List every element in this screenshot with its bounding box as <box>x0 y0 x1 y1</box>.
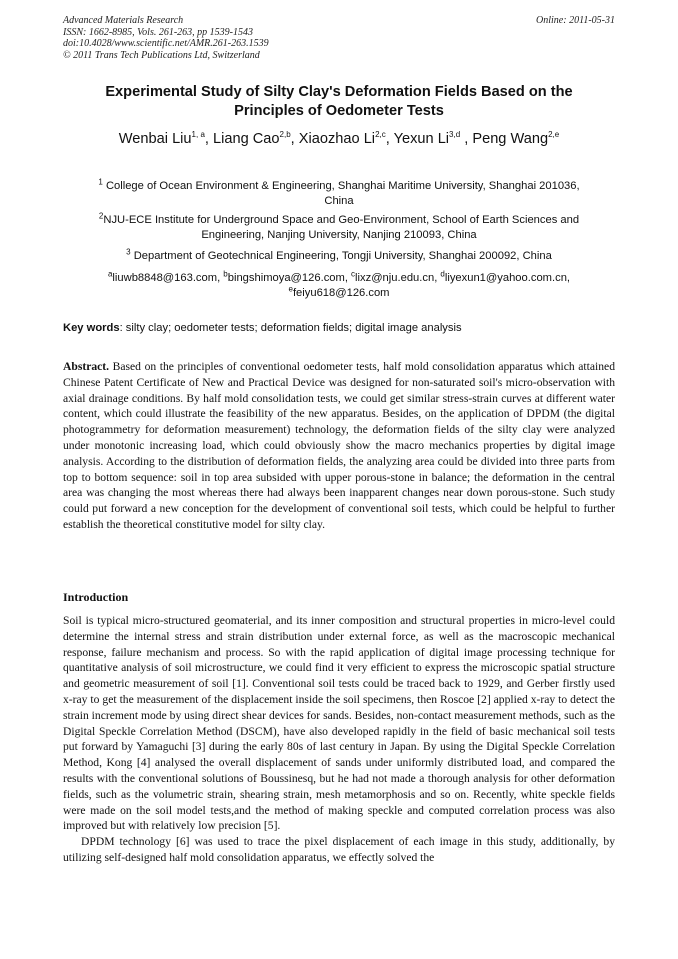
affiliation-text: Department of Geotechnical Engineering, Tongji University, Shanghai 200092, China <box>133 250 552 262</box>
author-affil-sup: 2,c <box>375 130 386 140</box>
abstract-text: Based on the principles of conventional oedometer tests, half mold consolidation apparatus which attained Chinese Patent Certificate of New and Practical Device was designed for non-saturated soil's micro-observation with axial drainage conditions. By half mold consolidation tests, we could get similar stress-strain curves at different water content, which could illustrate the feasibility of the new apparatus. Besides, on the application of DPDM (the digital photogrammetry for deformation measurement) technology, the deformation fields of the silty clay were analyzed under monotonic increasing load, which could obviously show the macro mechanics properties by digital image analysis. According to the distribution of deformation fields, the analyzing area could be divided into three parts from top to bottom sequence: soil in top area subsided with upper porous-stone in balance; the deformation in the central area was changing the most whereas there had always been inapparent changes near down porous-stone. Such study could put forward a new conception for the development of conventional soil tests, which could be helpful to further establish the theoretical constitutive model for silty clay. <box>63 360 615 531</box>
keywords-label: Key words <box>63 322 120 334</box>
author-sep: , <box>290 131 299 147</box>
paragraph: DPDM technology [6] was used to trace the pixel displacement of each image in this study, additionally, by utilizing self-designed half mold consolidation apparatus, we effectly solved the <box>63 835 615 864</box>
affiliation-number: 1 <box>98 177 103 187</box>
abstract-label: Abstract. <box>63 360 110 373</box>
journal-name: Advanced Materials Research <box>63 15 184 26</box>
issn-line: ISSN: 1662-8985, Vols. 261-263, pp 1539-1543 <box>63 26 253 38</box>
email-sup: e <box>288 284 293 294</box>
author-affil-sup: 3,d <box>449 130 461 140</box>
affiliation-text: Engineering, Nanjing University, Nanjing 210093, China <box>201 229 477 241</box>
copyright-line: © 2011 Trans Tech Publications Ltd, Switzerland <box>63 49 260 61</box>
paragraph: Soil is typical micro-structured geomaterial, and its inner composition and structural properties in micro-level could determine the internal stress and strain distribution under external force, as well as the macroscopic mechanical response, failure mechanism and process. So with the rapid application of digital image processing technique for quantitative analysis of soil microstructure, we could find it very efficient to express the microscopic spatial structure and geometric measurement of soil [1]. Conventional soil tests could be traced back to 1929, and Gerber firstly used x-ray to get the measurement of the displacement inside the soil specimens, then Roscoe [2] applied x-ray to detect the strain increment mode by using direct shear devices for sands. Besides, non-contact measurement methods, such as the Digital Speckle Correlation Method (DSCM), have also developed rapidly in the field of basic mechanical soil tests put forward by Yamaguchi [3] during the early 80s of last century in Japan. By using the Digital Speckle Correlation Method, Kong [4] analysed the overall displacement of sands under uniformly distributed load, and compared the results with the conventional solutions of Boussinesq, but he had not made a thorough analysis for other deformation fields, such as the volumetric strain, shearing strain, mesh metamorphosis and so on. Recently, white speckle fields were made on the soil model tests,and the method of making speckle and computed correlation process was also improved but with relatively low precision [5]. <box>63 614 615 833</box>
journal-header <box>63 15 615 61</box>
author-name: Wenbai Liu <box>118 131 192 147</box>
author-sep: , <box>460 131 473 147</box>
email-link[interactable]: bingshimoya@126.com, <box>227 272 352 284</box>
keywords-text: : silty clay; oedometer tests; deformation fields; digital image analysis <box>119 322 462 334</box>
author-sep: , <box>204 131 213 147</box>
affiliation-3 <box>63 249 615 264</box>
keywords <box>63 321 615 336</box>
affiliation-number: 2 <box>98 211 104 221</box>
introduction-body <box>63 613 615 866</box>
email-link[interactable]: liyexun1@yahoo.com.cn, <box>444 272 571 284</box>
doi-line: doi:10.4028/www.scientific.net/AMR.261-263.1539 <box>63 38 269 50</box>
online-date: Online: 2011-05-31 <box>536 15 615 26</box>
author-sep: , <box>385 131 394 147</box>
affiliation-number: 3 <box>126 247 131 257</box>
email-sup: a <box>107 269 113 279</box>
author-list <box>63 130 615 148</box>
paper-title <box>63 83 615 121</box>
email-link[interactable]: lixz@nju.edu.cn, <box>355 272 441 284</box>
affiliation-2 <box>63 213 615 243</box>
title-line-2: Principles of Oedometer Tests <box>234 103 444 119</box>
affiliation-text: College of Ocean Environment & Engineering, Shanghai Maritime University, Shanghai 201036, <box>105 180 580 192</box>
author-name: Xiaozhao Li <box>298 131 376 147</box>
author-name: Peng Wang <box>472 131 549 147</box>
affiliation-text: NJU-ECE Institute for Underground Space and Geo-Environment, School of Earth Sciences and <box>103 214 580 226</box>
email-sup: d <box>440 269 445 279</box>
affiliation-1 <box>63 179 615 209</box>
affiliation-text: China <box>324 195 354 207</box>
author-name: Liang Cao <box>213 131 280 147</box>
email-sup: c <box>351 269 356 279</box>
author-emails <box>63 271 615 301</box>
author-affil-sup: 2,e <box>548 130 560 140</box>
title-line-1: Experimental Study of Silty Clay's Deformation Fields Based on the <box>105 84 573 100</box>
email-link[interactable]: liuwb8848@163.com, <box>112 272 224 284</box>
section-heading-introduction: Introduction <box>63 590 129 604</box>
author-name: Yexun Li <box>393 131 450 147</box>
author-affil-sup: 2,b <box>279 130 291 140</box>
author-affil-sup: 1, a <box>191 130 205 140</box>
email-link[interactable]: feiyu618@126.com <box>292 287 390 299</box>
email-sup: b <box>223 269 228 279</box>
abstract <box>63 359 615 533</box>
